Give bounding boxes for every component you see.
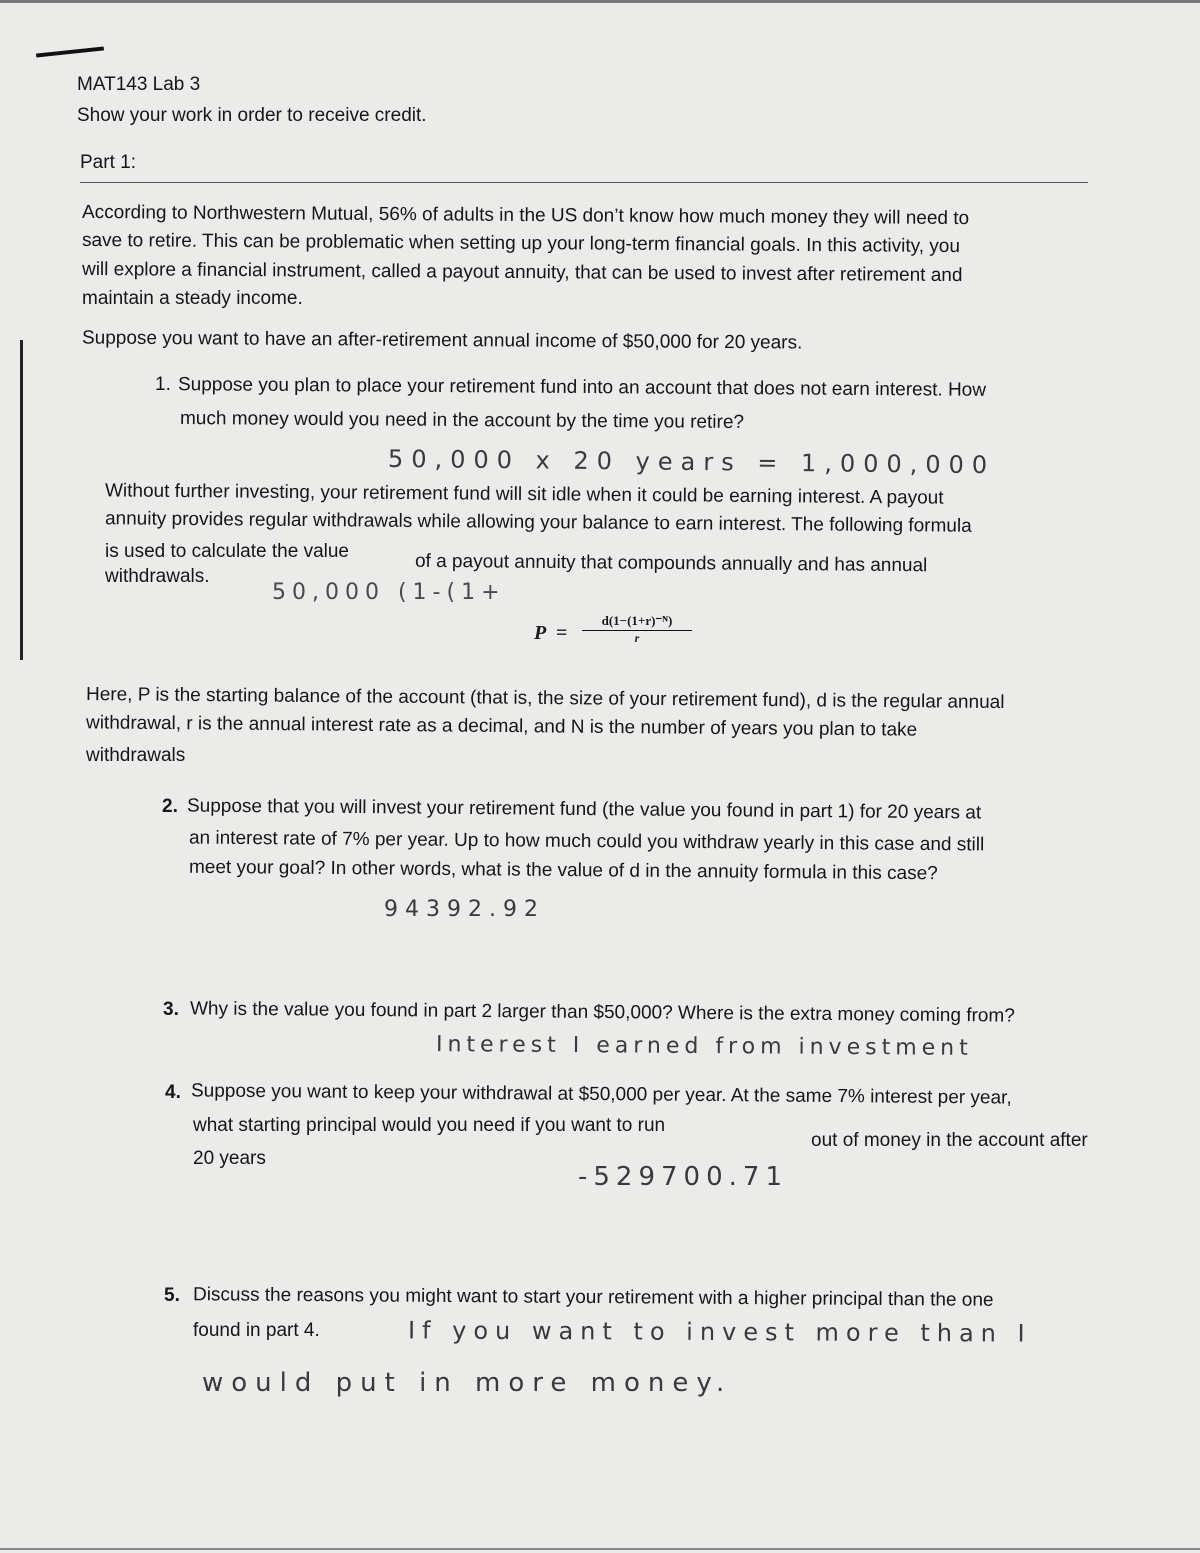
- scan-margin-line: [20, 340, 23, 660]
- q2-handwritten-answer: 94392.92: [384, 897, 545, 922]
- definitions-line: withdrawals: [86, 745, 186, 766]
- intro-line: will explore a financial instrument, called a payout annuity, that can be used to invest after retirement and: [81, 258, 963, 287]
- lab-title: MAT143 Lab 3: [77, 74, 201, 95]
- definitions-line: withdrawal, r is the annual interest rate as a decimal, and N is the number of years you plan to take: [85, 712, 918, 741]
- q4-line: out of money in the account after: [811, 1130, 1088, 1151]
- q5-handwritten-answer-line: If you want to invest more than I: [407, 1316, 1032, 1348]
- scan-top-edge: [0, 0, 1200, 3]
- q1-line: Suppose you plan to place your retirement fund into an account that does not earn interest. How: [177, 374, 987, 401]
- annuity-line: is used to calculate the value: [105, 541, 349, 562]
- q4-line: 20 years: [193, 1148, 266, 1169]
- intro-line: According to Northwestern Mutual, 56% of adults in the US don’t know how much money they will need to: [81, 201, 970, 230]
- part-divider: [80, 182, 1088, 183]
- q2-line: meet your goal? In other words, what is the value of d in the annuity formula in this case?: [188, 856, 938, 885]
- q4-number: 4.: [165, 1082, 181, 1103]
- annuity-line: annuity provides regular withdrawals while allowing your balance to earn interest. The following formula: [104, 508, 972, 537]
- q2-line: an interest rate of 7% per year. Up to how much could you withdraw yearly in this case and still: [188, 827, 985, 856]
- q1-handwritten-answer: 50,000 x 20 years = 1,000,000: [387, 444, 996, 480]
- q3-number: 3.: [163, 999, 179, 1020]
- formula-denominator: r: [634, 631, 640, 645]
- q4-line: what starting principal would you need if you want to run: [193, 1115, 666, 1136]
- intro-line: save to retire. This can be problematic when setting up your long-term financial goals. In this activity, you: [81, 229, 961, 258]
- part-label: Part 1:: [80, 152, 136, 173]
- scratch-handwriting: 50,000 (1-(1+: [272, 580, 506, 605]
- scenario-statement: Suppose you want to have an after-retirement annual income of $50,000 for 20 years.: [81, 327, 803, 354]
- q4-handwritten-answer: -529700.71: [578, 1162, 788, 1192]
- instruction: Show your work in order to receive credit.: [77, 105, 427, 126]
- q5-line: Discuss the reasons you might want to start your retirement with a higher principal than the one: [192, 1284, 994, 1311]
- annuity-line: Without further investing, your retirement fund will sit idle when it could be earning interest. A payout: [104, 480, 944, 509]
- annuity-line: of a payout annuity that compounds annually and has annual: [414, 550, 928, 577]
- q2-line: Suppose that you will invest your retirement fund (the value you found in part 1) for 20 years at: [186, 795, 982, 824]
- formula-fraction: [582, 613, 692, 646]
- formula-lhs: P: [534, 622, 547, 644]
- q5-handwritten-answer-line: would put in more money.: [202, 1368, 733, 1398]
- q3-text: Why is the value you found in part 2 larger than $50,000? Where is the extra money coming from?: [189, 998, 1015, 1027]
- q3-handwritten-answer: Interest I earned from investment: [435, 1032, 973, 1061]
- formula-equals: =: [556, 622, 568, 644]
- intro-line: maintain a steady income.: [82, 288, 303, 309]
- scan-bottom-edge: [0, 1548, 1200, 1550]
- q4-line: Suppose you want to keep your withdrawal at $50,000 per year. At the same 7% interest per year,: [190, 1080, 1012, 1109]
- q1-number: 1.: [155, 374, 171, 395]
- q5-number: 5.: [164, 1285, 180, 1306]
- annuity-line: withdrawals.: [105, 566, 210, 587]
- q1-line: much money would you need in the account by the time you retire?: [179, 408, 745, 433]
- scan-edge-mark: [36, 46, 104, 57]
- definitions-line: Here, P is the starting balance of the account (that is, the size of your retirement fund), d is the regular annual: [85, 683, 1005, 714]
- q5-line: found in part 4.: [193, 1320, 320, 1341]
- q2-number: 2.: [162, 796, 178, 817]
- formula-numerator: d(1−(1+r)⁻ᴺ): [582, 613, 692, 631]
